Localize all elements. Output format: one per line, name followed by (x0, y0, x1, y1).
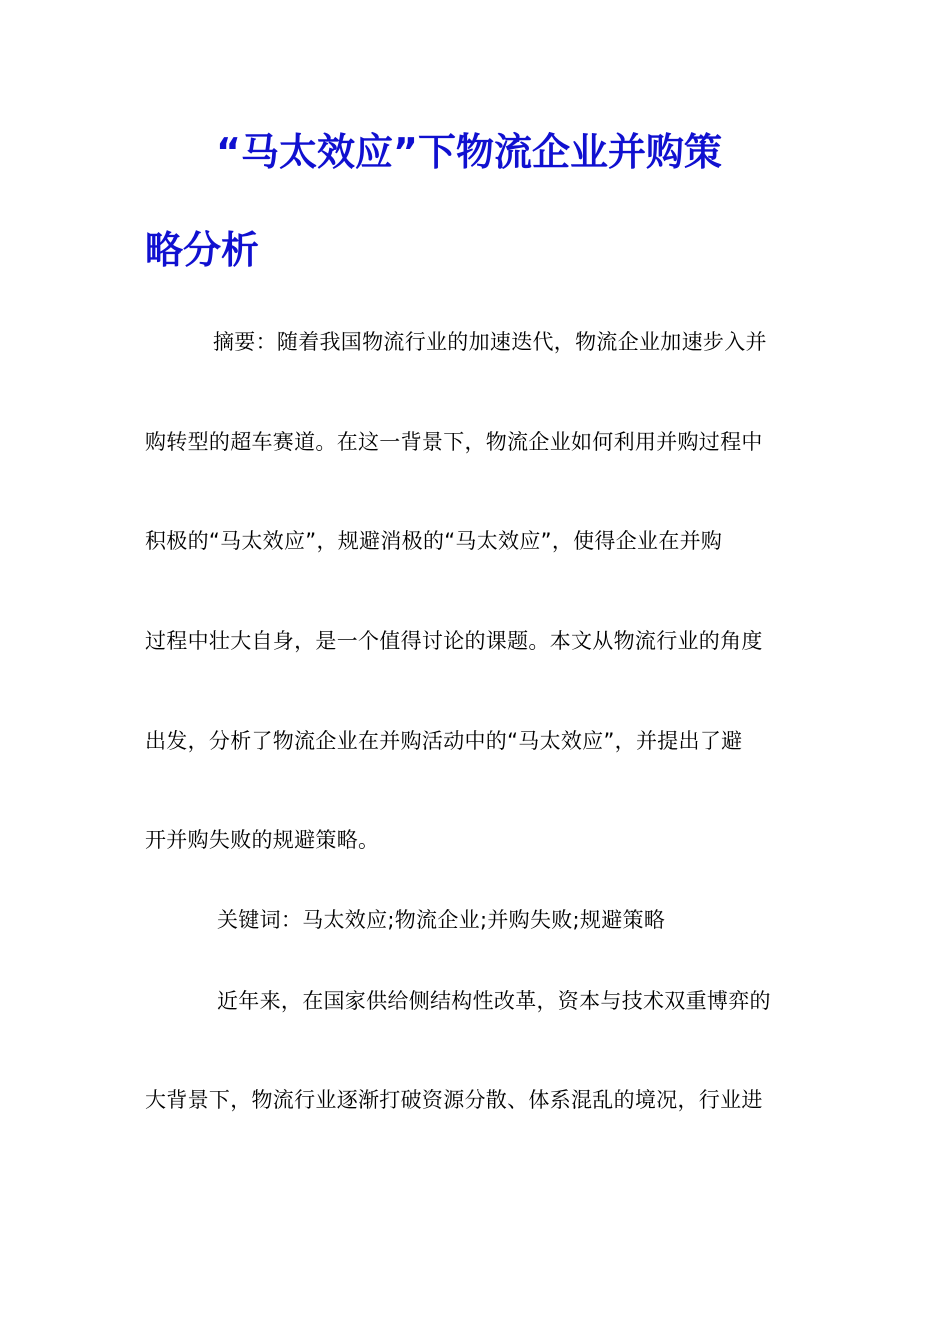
document-title-line-2: 略分析 (145, 228, 260, 272)
keywords-line: 关键词：马太效应;物流企业;并购失败;规避策略 (217, 908, 666, 932)
abstract-line-6: 开并购失败的规避策略。 (145, 828, 380, 852)
document-title-line-1: “马太效应”下物流企业并购策 (216, 130, 722, 174)
abstract-line-5: 出发，分析了物流企业在并购活动中的“马太效应”，并提出了避 (145, 729, 743, 753)
abstract-line-2: 购转型的超车赛道。在这一背景下，物流企业如何利用并购过程中 (145, 430, 763, 454)
abstract-line-4: 过程中壮大自身，是一个值得讨论的课题。本文从物流行业的角度 (145, 629, 763, 653)
abstract-line-3: 积极的“马太效应”，规避消极的“马太效应”，使得企业在并购 (145, 529, 723, 553)
abstract-line-1: 摘要：随着我国物流行业的加速迭代，物流企业加速步入并 (213, 330, 767, 354)
body-line-1: 近年来，在国家供给侧结构性改革，资本与技术双重博弈的 (217, 989, 771, 1013)
body-line-2: 大背景下，物流行业逐渐打破资源分散、体系混乱的境况，行业进 (145, 1088, 763, 1112)
